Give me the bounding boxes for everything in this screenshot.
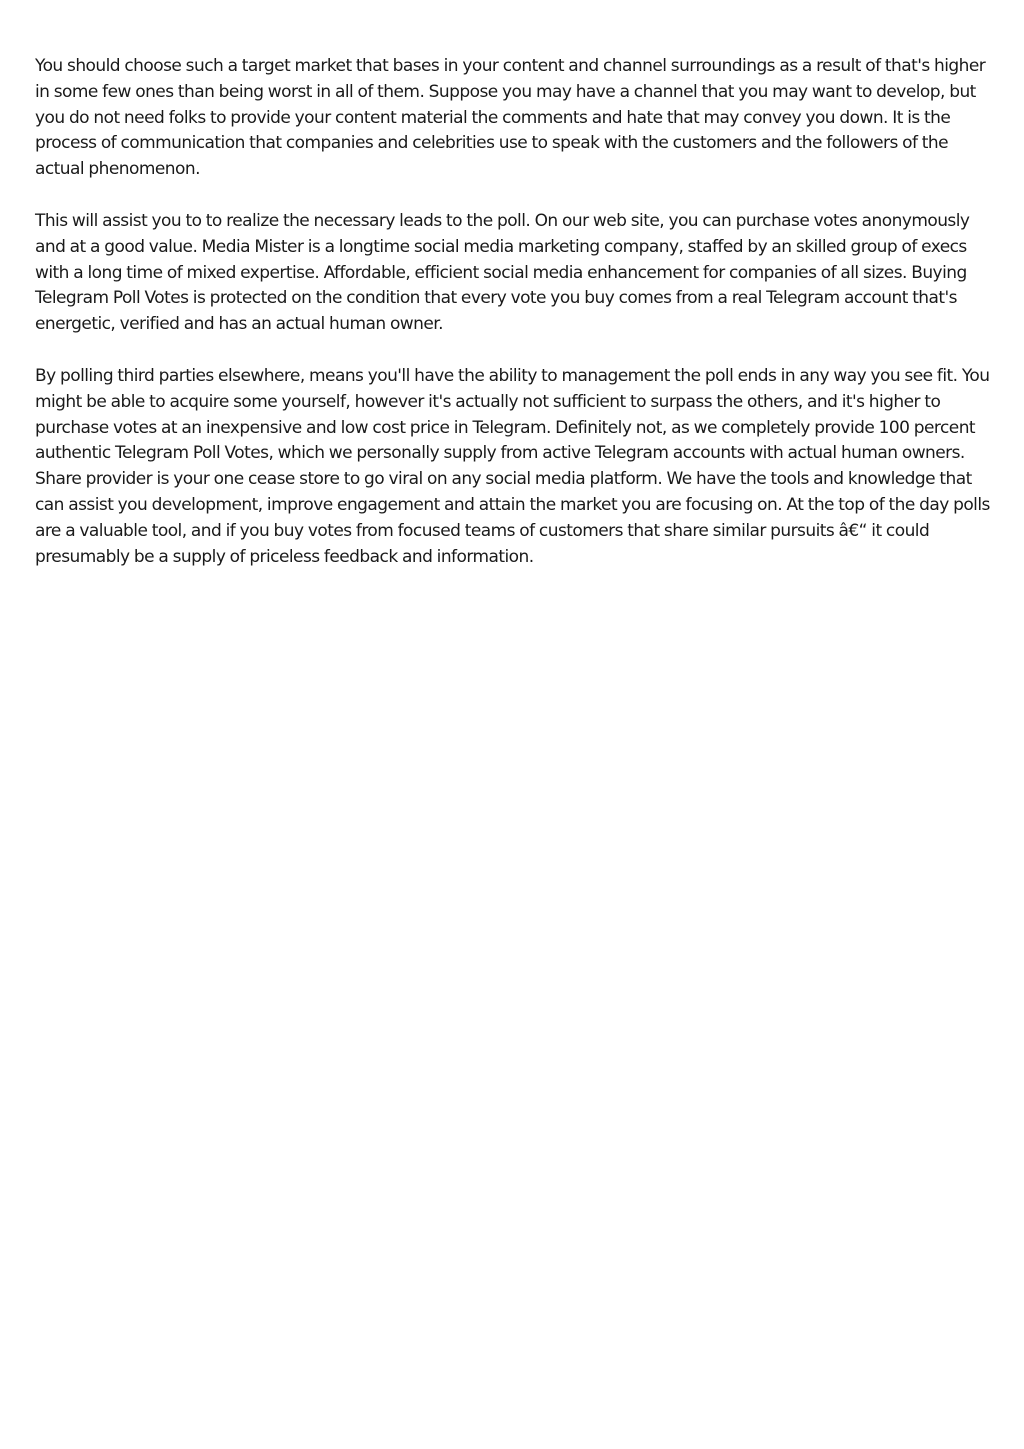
paragraph-2: This will assist you to to realize the necessary leads to the poll. On our web site, you can purchase votes anonymously and at a good value. Media Mister is a longtime social media marketing company, staffed by an skilled group of execs with a long time of mixed expertise. Affordable, efficient social media enhancement for companies of all sizes. Buying Telegram Poll Votes is protected on the condition that every vote you buy comes from a real Telegram account that's energetic, verified and has an actual human owner. xyxy=(35,210,970,335)
document-body xyxy=(35,54,990,570)
paragraph-1: You should choose such a target market that bases in your content and channel surroundings as a result of that's higher in some few ones than being worst in all of them. Suppose you may have a channel that you may want to develop, but you do not need folks to provide your content material the comments and hate that may convey you down. It is the process of communication that companies and celebrities use to speak with the customers and the followers of the actual phenomenon. xyxy=(35,56,986,180)
paragraph-3: By polling third parties elsewhere, means you'll have the ability to management the poll ends in any way you see fit. You might be able to acquire some yourself, however it's actually not sufficient to surpass the others, and it's higher to purchase votes at an inexpensive and low cost price in Telegram. Definitely not, as we completely provide 100 percent authentic Telegram Poll Votes, which we personally supply from active Telegram accounts with actual human owners. Share provider is your one cease store to go viral on any social media platform. We have the tools and knowledge that can assist you development, improve engagement and attain the market you are focusing on. At the top of the day polls are a valuable tool, and if you buy votes from focused teams of customers that share similar pursuits â€“ it could presumably be a supply of priceless feedback and information. xyxy=(35,365,990,567)
